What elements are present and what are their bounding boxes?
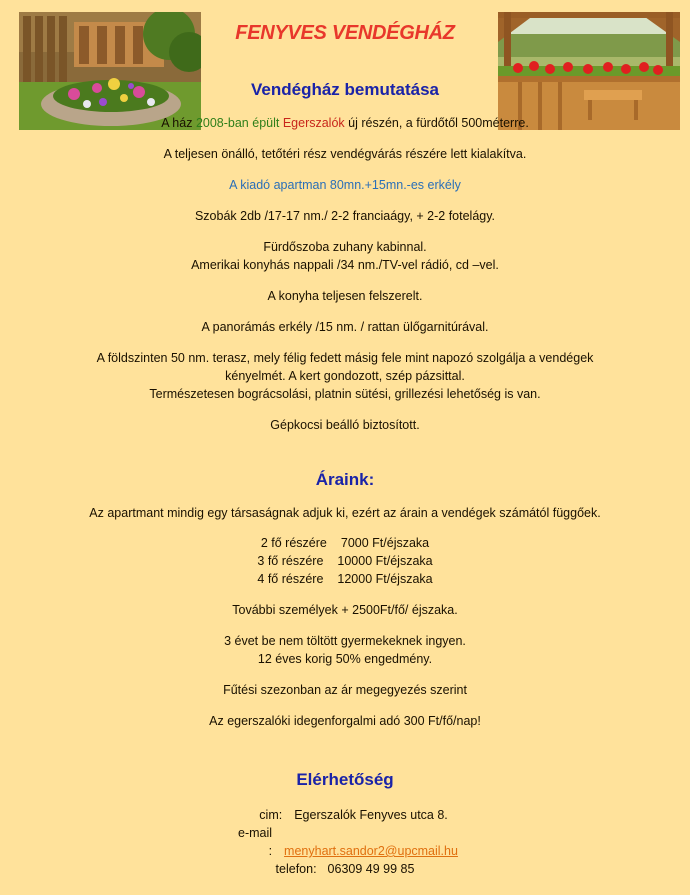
year-highlight: 2008-ban épült bbox=[195, 116, 280, 130]
phone-row: telefon: 06309 49 99 85 bbox=[275, 862, 415, 876]
price-table bbox=[0, 534, 690, 588]
email-row: e-mail : menyhart.sandor2@upcmail.hu bbox=[238, 826, 458, 858]
terrace-info: A földszinten 50 nm. terasz, mely félig fedett másig fele mint napozó szolgálja a vendégek kényelmét. A kert gondozott, szép pázsittal. bbox=[96, 351, 594, 383]
prices-heading: Áraink: bbox=[315, 470, 375, 489]
contact-block bbox=[0, 806, 690, 878]
site-title: FENYVES VENDÉGHÁZ bbox=[235, 22, 455, 44]
extra-person-price: További személyek + 2500Ft/fő/ éjszaka. bbox=[232, 603, 458, 617]
contact-heading: Elérhetőség bbox=[296, 770, 394, 789]
living-room-info: Amerikai konyhás nappali /34 nm./TV-vel rádió, cd –vel. bbox=[191, 258, 499, 272]
intro-heading: Vendégház bemutatása bbox=[250, 80, 439, 99]
tourist-tax: Az egerszalóki idegenforgalmi adó 300 Ft/fő/nap! bbox=[209, 714, 481, 728]
parking-info: Gépkocsi beálló biztosított. bbox=[270, 418, 420, 432]
intro-paragraph-1: A ház 2008-ban épült Egerszalók új részén, a fürdőtől 500méterre. bbox=[161, 116, 529, 130]
heating-season: Fűtési szezonban az ár megegyezés szerint bbox=[223, 683, 467, 697]
main-content bbox=[0, 80, 690, 878]
kids-free: 3 évet be nem töltött gyermekeknek ingyen. bbox=[224, 634, 466, 648]
phone-value: 06309 49 99 85 bbox=[327, 862, 415, 876]
town-highlight: Egerszalók bbox=[282, 116, 345, 130]
kids-discount: 12 éves korig 50% engedmény. bbox=[257, 652, 433, 666]
address-value: Egerszalók Fenyves utca 8. bbox=[294, 808, 448, 822]
kitchen-info: A konyha teljesen felszerelt. bbox=[267, 289, 423, 303]
email-link[interactable]: menyhart.sandor2@upcmail.hu bbox=[284, 844, 458, 858]
cooking-info: Természetesen bográcsolási, platnin sütési, grillezési lehetőség is van. bbox=[149, 387, 541, 401]
address-row: cim: Egerszalók Fenyves utca 8. bbox=[259, 808, 448, 822]
price-row: 3 fő részére 10000 Ft/éjszaka bbox=[257, 554, 433, 568]
balcony-info: A panorámás erkély /15 nm. / rattan ülőgarnitúrával. bbox=[201, 320, 489, 334]
rooms-info: Szobák 2db /17-17 nm./ 2-2 franciaágy, + 2-2 fotelágy. bbox=[194, 209, 496, 223]
price-row: 4 fő részére 12000 Ft/éjszaka bbox=[257, 572, 433, 586]
intro-paragraph-2: A teljesen önálló, tetőtéri rész vendégvárás részére lett kialakítva. bbox=[163, 147, 527, 161]
prices-intro: Az apartmant mindig egy társaságnak adjuk ki, ezért az árain a vendégek számától függőek. bbox=[89, 506, 601, 520]
price-row: 2 fő részére 7000 Ft/éjszaka bbox=[260, 536, 430, 550]
bathroom-info: Fürdőszoba zuhany kabinnal. bbox=[263, 240, 427, 254]
apartment-size: A kiadó apartman 80mn.+15mn.-es erkély bbox=[229, 178, 461, 192]
